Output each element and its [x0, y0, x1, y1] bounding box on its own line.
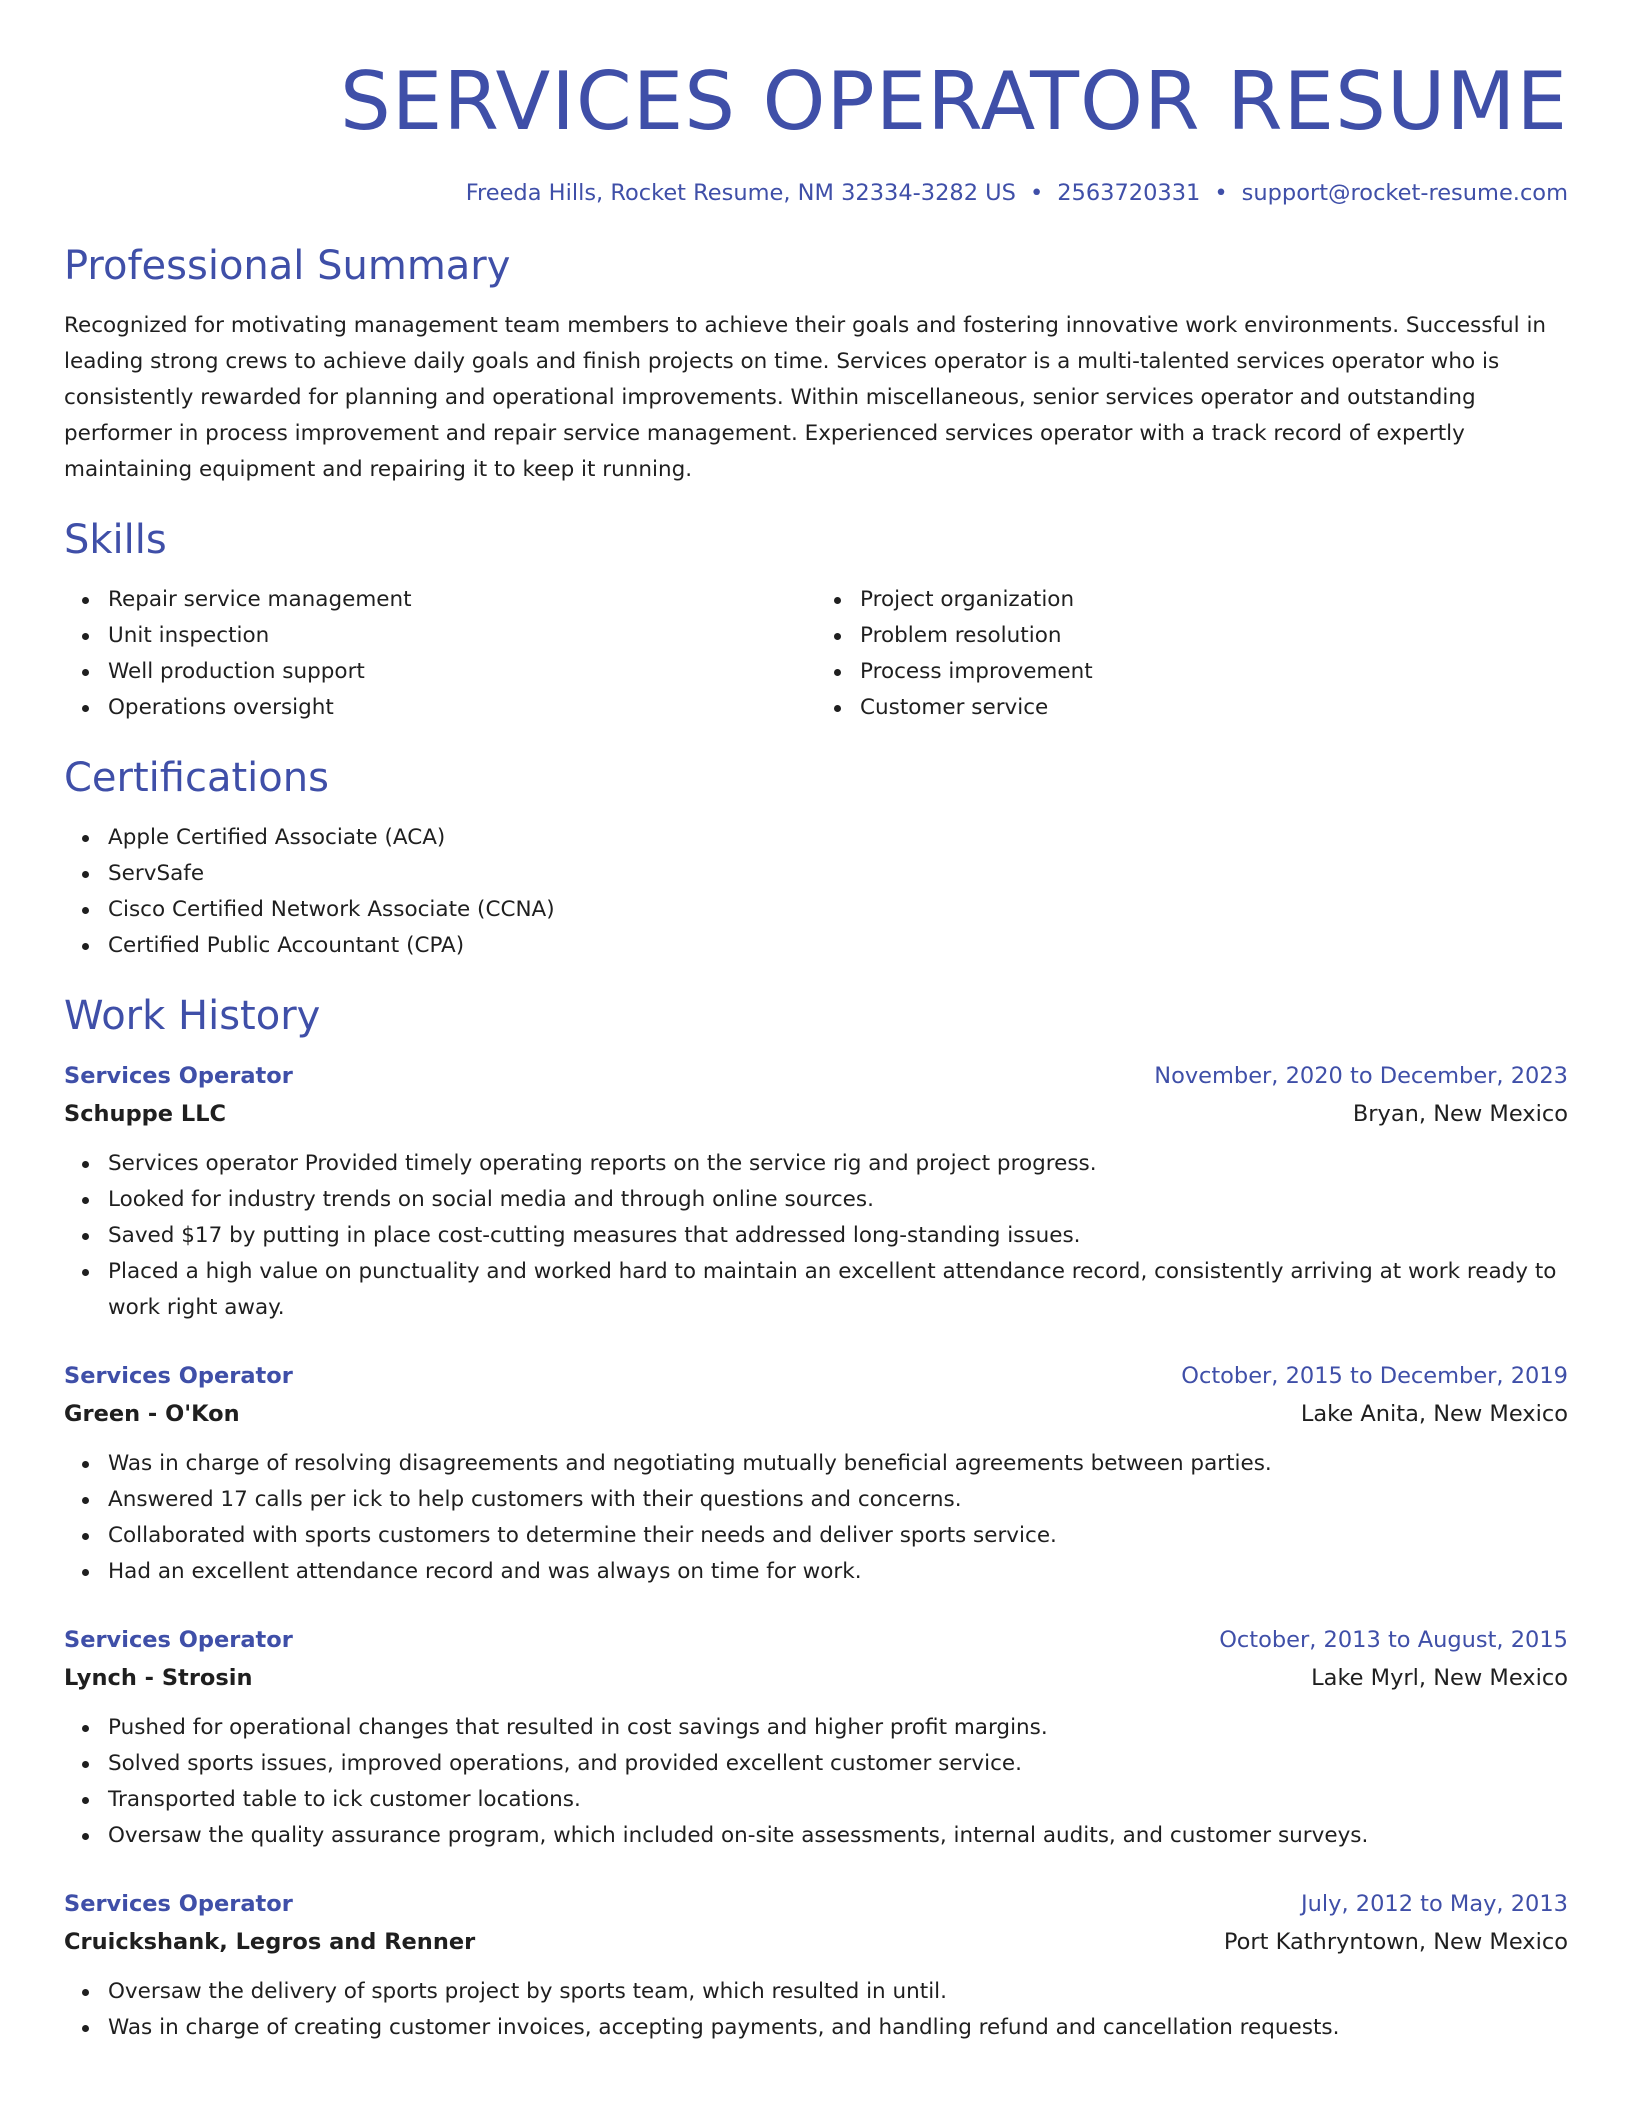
job-entry: [64, 1358, 1568, 1590]
job-duties: [64, 1446, 1568, 1590]
job-duty: Was in charge of creating customer invoices, accepting payments, and handling refund and cancellation requests.: [108, 2010, 1568, 2046]
skill-item: Repair service management: [108, 582, 816, 618]
job-location: Bryan, New Mexico: [1352, 1101, 1568, 1127]
work-history-section: [64, 990, 1568, 2046]
summary-section: [64, 240, 1568, 488]
skill-item: Unit inspection: [108, 618, 816, 654]
job-duty: Saved $17 by putting in place cost-cutting measures that addressed long-standing issues.: [108, 1218, 1568, 1254]
job-location: Lake Myrl, New Mexico: [1311, 1665, 1568, 1691]
job-entry: [64, 1058, 1568, 1326]
job-duty: Collaborated with sports customers to determine their needs and deliver sports service.: [108, 1518, 1568, 1554]
skills-section: [64, 514, 1568, 726]
contact-email: support@rocket-resume.com: [1241, 180, 1568, 206]
job-dates: November, 2020 to December, 2023: [1154, 1063, 1568, 1089]
skill-item: Project organization: [860, 582, 1568, 618]
contact-separator: •: [1029, 180, 1044, 206]
work-history-heading: Work History: [64, 993, 321, 1039]
skill-item: Customer service: [860, 690, 1568, 726]
certification-item: Apple Certified Associate (ACA): [108, 820, 1568, 856]
job-location: Port Kathryntown, New Mexico: [1223, 1929, 1568, 1955]
job-title: Services Operator: [64, 1063, 293, 1089]
resume-title: SERVICES OPERATOR RESUME: [340, 55, 1568, 148]
job-duties: [64, 1146, 1568, 1326]
job-company: Green - O'Kon: [64, 1401, 240, 1427]
certification-item: Cisco Certified Network Associate (CCNA): [108, 892, 1568, 928]
job-entry: [64, 1886, 1568, 2046]
certifications-section: [64, 752, 1568, 964]
job-dates: July, 2012 to May, 2013: [1300, 1891, 1568, 1917]
certifications-heading: Certifications: [64, 755, 329, 801]
job-company: Lynch - Strosin: [64, 1665, 253, 1691]
summary-heading: Professional Summary: [64, 243, 511, 289]
job-company: Cruickshank, Legros and Renner: [64, 1929, 476, 1955]
job-company: Schuppe LLC: [64, 1101, 227, 1127]
summary-text: Recognized for motivating management team members to achieve their goals and fostering innovative work environments. Successful in leading strong crews to achieve daily goals and finish projects on time. Services operator is a multi-talented services operator who is consistently rewarded for planning and operational improvements. Within miscellaneous, senior services operator and outstanding performer in process improvement and repair service management. Experienced services operator with a track record of expertly maintaining equipment and repairing it to keep it running.: [64, 313, 1547, 482]
job-duty: Answered 17 calls per ick to help customers with their questions and concerns.: [108, 1482, 1568, 1518]
skills-column-right: [816, 582, 1568, 726]
skill-item: Operations oversight: [108, 690, 816, 726]
job-duty: Oversaw the delivery of sports project by sports team, which resulted in until.: [108, 1974, 1568, 2010]
job-location: Lake Anita, New Mexico: [1300, 1401, 1568, 1427]
job-title: Services Operator: [64, 1363, 293, 1389]
job-title: Services Operator: [64, 1627, 293, 1653]
job-dates: October, 2013 to August, 2015: [1219, 1627, 1568, 1653]
certification-item: Certified Public Accountant (CPA): [108, 928, 1568, 964]
job-duties: [64, 1710, 1568, 1854]
job-duties: [64, 1974, 1568, 2046]
job-dates: October, 2015 to December, 2019: [1181, 1363, 1568, 1389]
job-duty: Solved sports issues, improved operations, and provided excellent customer service.: [108, 1746, 1568, 1782]
job-duty: Transported table to ick customer locations.: [108, 1782, 1568, 1818]
skills-column-left: [64, 582, 816, 726]
skill-item: Process improvement: [860, 654, 1568, 690]
certifications-list: [64, 820, 1568, 964]
job-title: Services Operator: [64, 1891, 293, 1917]
job-duty: Was in charge of resolving disagreements and negotiating mutually beneficial agreements between parties.: [108, 1446, 1568, 1482]
contact-separator: •: [1214, 180, 1228, 206]
job-entry: [64, 1622, 1568, 1854]
certification-item: ServSafe: [108, 856, 1568, 892]
job-duty: Oversaw the quality assurance program, which included on-site assessments, internal audits, and customer surveys.: [108, 1818, 1568, 1854]
job-duty: Looked for industry trends on social media and through online sources.: [108, 1182, 1568, 1218]
job-duty: Pushed for operational changes that resulted in cost savings and higher profit margins.: [108, 1710, 1568, 1746]
skill-item: Well production support: [108, 654, 816, 690]
contact-address: Freeda Hills, Rocket Resume, NM 32334-3282 US: [465, 180, 1016, 206]
skills-heading: Skills: [64, 517, 167, 563]
job-duty: Services operator Provided timely operating reports on the service rig and project progress.: [108, 1146, 1568, 1182]
contact-phone: 2563720331: [1057, 180, 1201, 206]
skill-item: Problem resolution: [860, 618, 1568, 654]
contact-line: [64, 178, 1568, 208]
skills-grid: [64, 582, 1568, 726]
job-duty: Placed a high value on punctuality and worked hard to maintain an excellent attendance record, consistently arriving at work ready to work right away.: [108, 1254, 1568, 1326]
job-duty: Had an excellent attendance record and was always on time for work.: [108, 1554, 1568, 1590]
